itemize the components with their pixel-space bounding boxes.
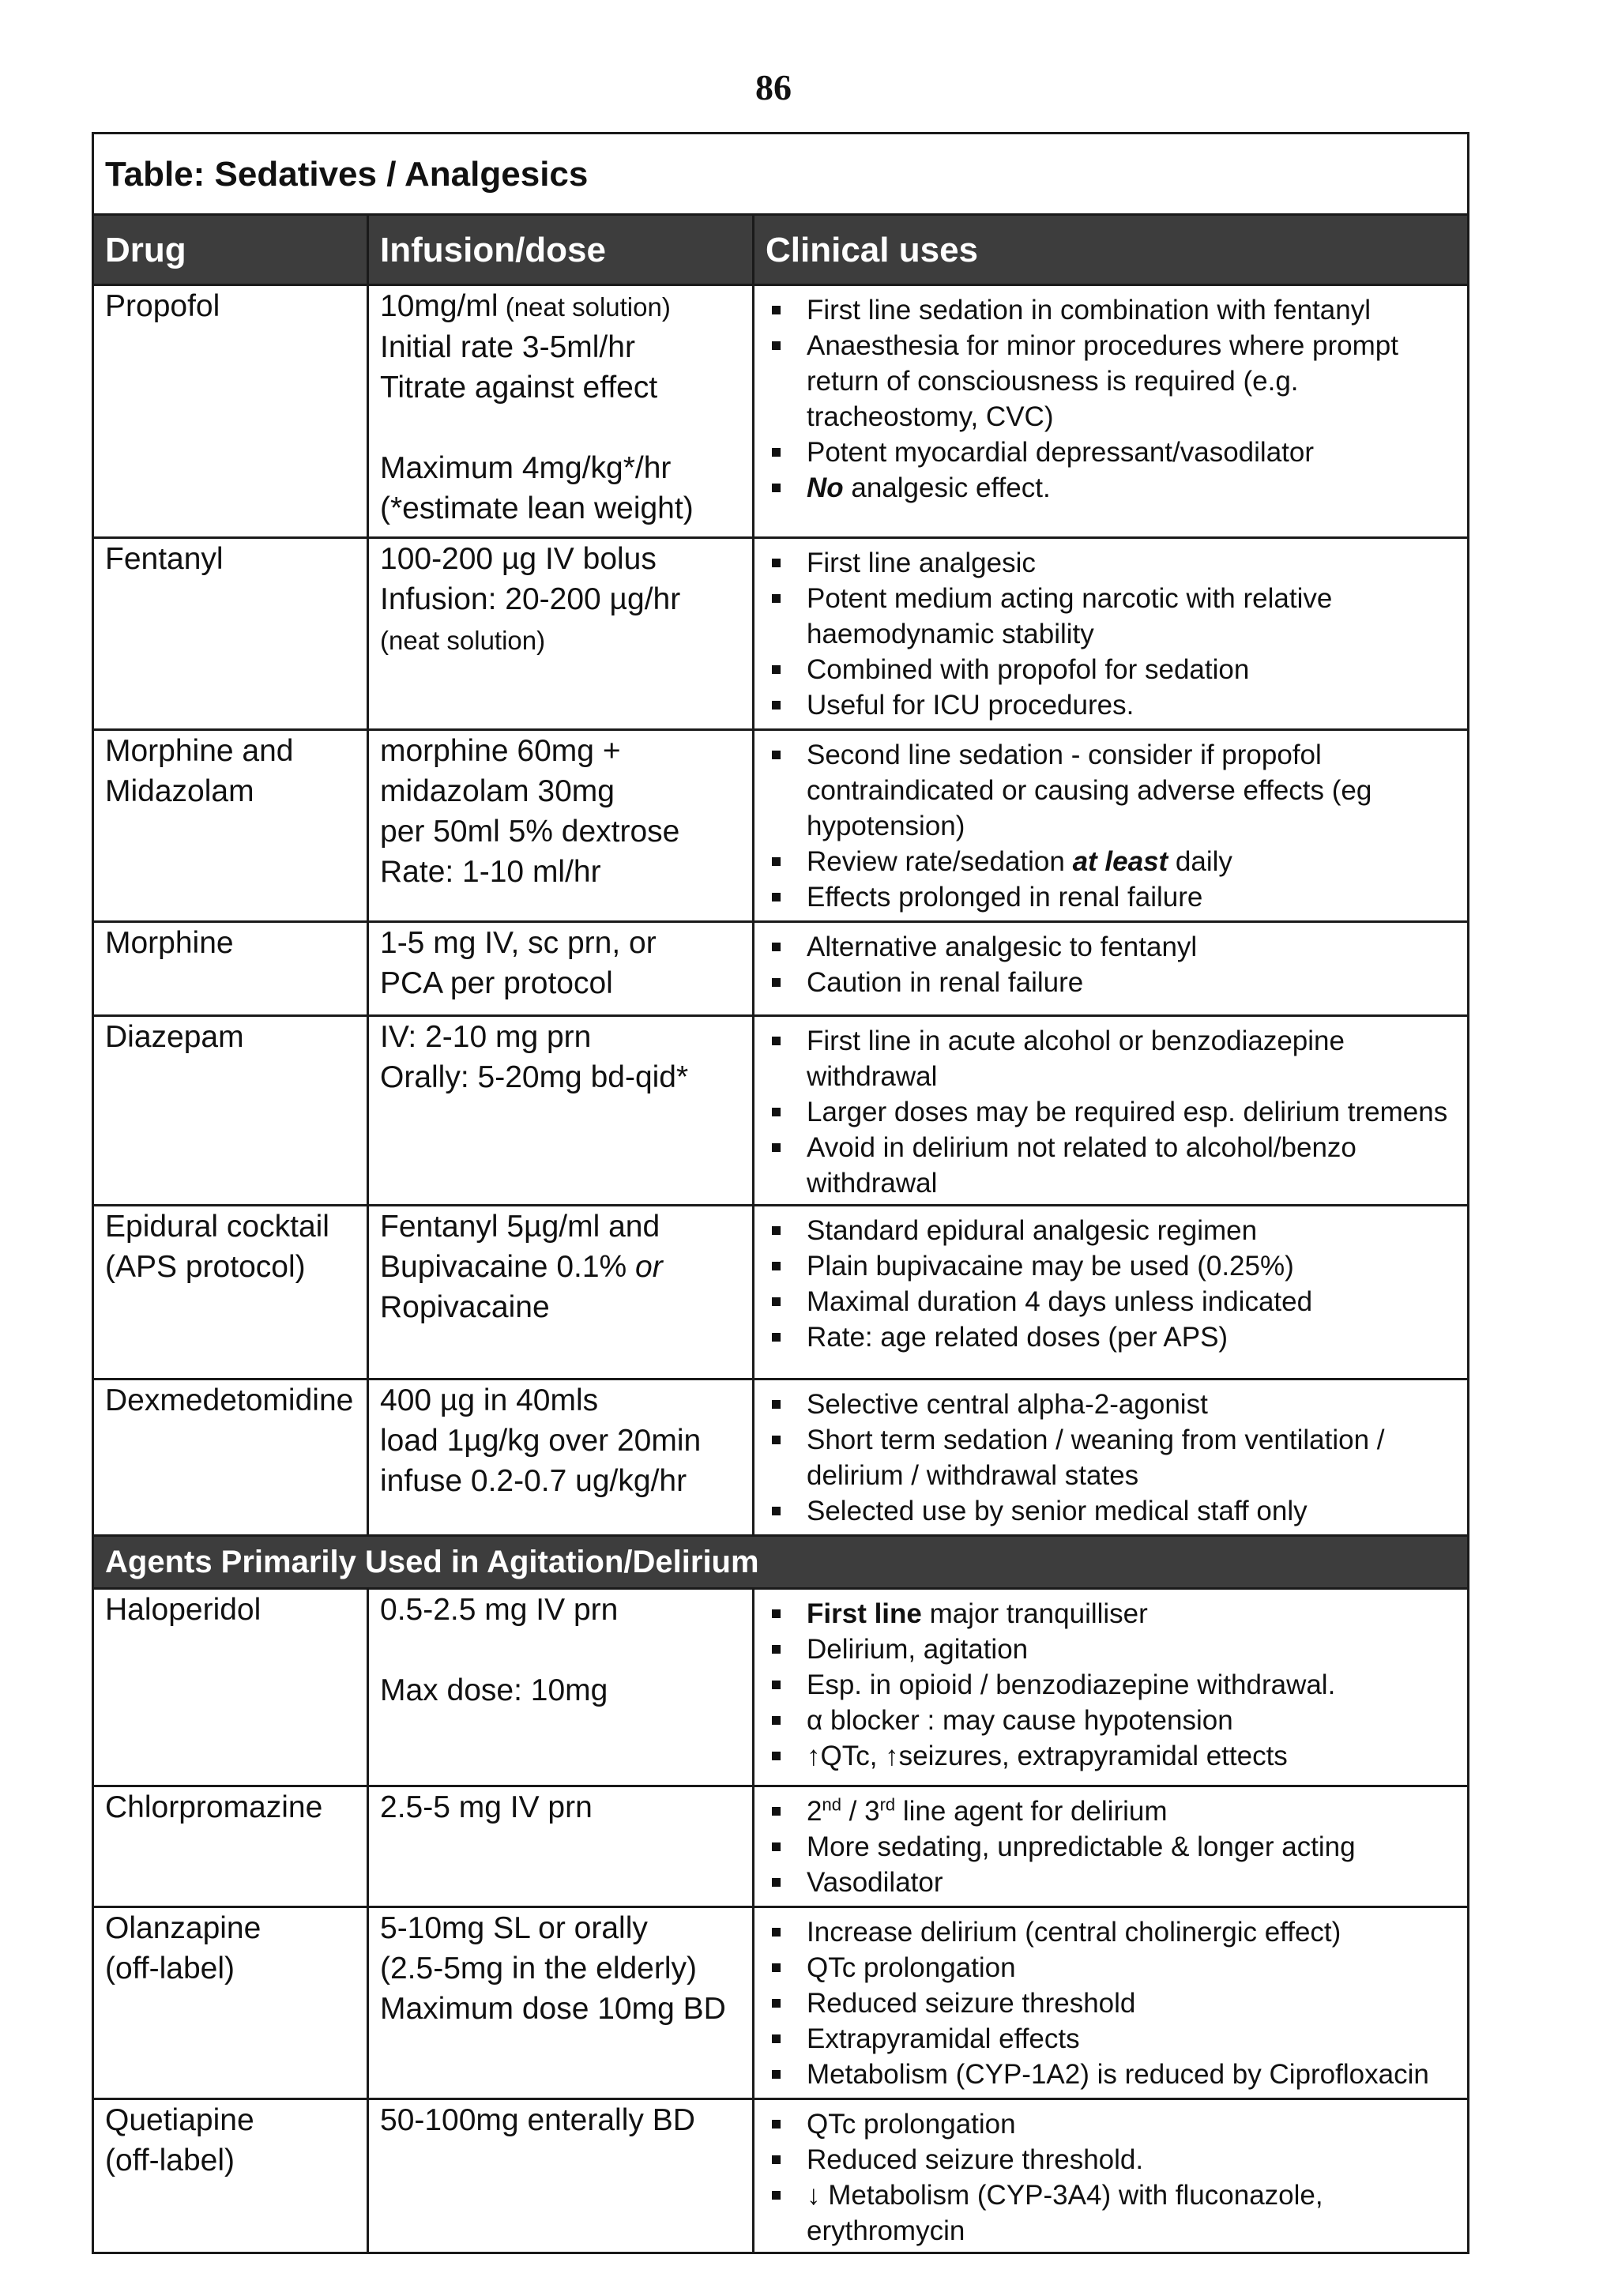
uses-list bbox=[766, 1206, 1456, 1358]
use-text-segment: line agent for delirium bbox=[895, 1796, 1168, 1827]
uses-list bbox=[766, 731, 1456, 918]
use-bullet-item bbox=[766, 1985, 1456, 2021]
uses-list bbox=[766, 923, 1456, 1003]
use-bullet-item bbox=[766, 435, 1456, 470]
dose-text: Maximum 4mg/kg*/hr bbox=[380, 451, 672, 485]
dose-line bbox=[380, 852, 741, 892]
use-bullet-item bbox=[766, 292, 1456, 328]
table-row bbox=[93, 538, 1469, 730]
use-bullet-item bbox=[766, 2106, 1456, 2142]
table-row bbox=[93, 1206, 1469, 1379]
uses-list bbox=[766, 286, 1456, 509]
header-drug: Drug bbox=[93, 215, 368, 285]
use-text: ↑QTc, ↑seizures, extrapyramidal ettects bbox=[807, 1741, 1288, 1771]
dose-line bbox=[380, 619, 741, 661]
use-text: First line analgesic bbox=[807, 548, 1036, 578]
dose-line bbox=[380, 963, 741, 1003]
use-bullet-item bbox=[766, 328, 1456, 435]
use-text-segment: 2 bbox=[807, 1796, 822, 1827]
use-text: Standard epidural analgesic regimen bbox=[807, 1215, 1258, 1246]
use-text: Metabolism (CYP-1A2) is reduced by Ciprofloxacin bbox=[807, 2059, 1429, 2090]
dose-cell bbox=[368, 1907, 754, 2099]
dose-text: Rate: 1-10 ml/hr bbox=[380, 855, 601, 889]
dose-italic: or bbox=[635, 1250, 663, 1284]
use-bullet-item bbox=[766, 1284, 1456, 1319]
dose-text: Fentanyl 5µg/ml and bbox=[380, 1210, 660, 1244]
use-bullet-item bbox=[766, 1865, 1456, 1900]
drug-name: Midazolam bbox=[105, 774, 254, 808]
table-row bbox=[93, 2099, 1469, 2253]
use-text: Potent myocardial depressant/vasodilator bbox=[807, 437, 1315, 468]
uses-cell bbox=[754, 1589, 1469, 1786]
dose-text: load 1µg/kg over 20min bbox=[380, 1424, 702, 1458]
drug-name: (APS protocol) bbox=[105, 1250, 306, 1284]
dose-line bbox=[380, 1461, 741, 1501]
table-row bbox=[93, 730, 1469, 922]
dose-line bbox=[380, 1206, 741, 1247]
dose-note: (neat solution) bbox=[380, 626, 546, 655]
use-text-segment: No bbox=[807, 472, 844, 503]
drug-name: Epidural cocktail bbox=[105, 1210, 329, 1244]
dose-text: Ropivacaine bbox=[380, 1290, 550, 1324]
dose-line bbox=[380, 1590, 741, 1630]
use-text: Reduced seizure threshold. bbox=[807, 2144, 1144, 2175]
drug-cell bbox=[93, 538, 368, 730]
table-caption-row bbox=[93, 134, 1469, 215]
table-row bbox=[93, 1016, 1469, 1206]
uses-cell bbox=[754, 1206, 1469, 1379]
use-text-segment: at least bbox=[1072, 846, 1168, 877]
table-row bbox=[93, 1379, 1469, 1536]
use-text: Avoid in delirium not related to alcohol/benzo withdrawal bbox=[807, 1132, 1356, 1199]
page-number: 86 bbox=[755, 67, 792, 107]
dose-text: IV: 2-10 mg prn bbox=[380, 1020, 592, 1054]
use-bullet-item bbox=[766, 879, 1456, 915]
use-text: Selected use by senior medical staff only bbox=[807, 1496, 1308, 1526]
uses-cell bbox=[754, 1786, 1469, 1907]
use-bullet-item bbox=[766, 1950, 1456, 1985]
use-text-segment: Review rate/sedation bbox=[807, 846, 1073, 877]
use-text-segment: nd bbox=[822, 1794, 841, 1815]
use-bullet-item bbox=[766, 470, 1456, 506]
use-text: First line in acute alcohol or benzodiazepine withdrawal bbox=[807, 1026, 1345, 1092]
dose-line bbox=[380, 1989, 741, 2029]
table-header-row bbox=[93, 215, 1469, 285]
use-bullet-item bbox=[766, 1319, 1456, 1355]
dose-cell bbox=[368, 1016, 754, 1206]
uses-list bbox=[766, 1017, 1456, 1204]
use-text: Short term sedation / weaning from ventilation / delirium / withdrawal states bbox=[807, 1425, 1385, 1491]
use-bullet-item bbox=[766, 1738, 1456, 1774]
uses-cell bbox=[754, 1379, 1469, 1536]
use-text: Vasodilator bbox=[807, 1867, 943, 1898]
table-row bbox=[93, 1786, 1469, 1907]
use-bullet-item bbox=[766, 737, 1456, 844]
drug-cell bbox=[93, 922, 368, 1016]
use-text-segment: major tranquilliser bbox=[921, 1598, 1148, 1629]
dose-line bbox=[380, 1017, 741, 1057]
drug-cell bbox=[93, 1379, 368, 1536]
use-text: Useful for ICU procedures. bbox=[807, 690, 1134, 721]
use-bullet-item bbox=[766, 1596, 1456, 1632]
use-text: Delirium, agitation bbox=[807, 1634, 1029, 1665]
use-text: ↓ Metabolism (CYP-3A4) with fluconazole, erythromycin bbox=[807, 2180, 1323, 2246]
uses-list bbox=[766, 2100, 1456, 2252]
dose-line bbox=[380, 367, 741, 408]
uses-list bbox=[766, 1380, 1456, 1532]
uses-cell bbox=[754, 922, 1469, 1016]
dose-line bbox=[380, 811, 741, 852]
drug-cell bbox=[93, 1907, 368, 2099]
use-text: Maximal duration 4 days unless indicated bbox=[807, 1286, 1313, 1317]
dose-cell bbox=[368, 922, 754, 1016]
dose-line bbox=[380, 2100, 741, 2140]
uses-list bbox=[766, 539, 1456, 726]
use-bullet-item bbox=[766, 1829, 1456, 1865]
use-text: Extrapyramidal effects bbox=[807, 2023, 1080, 2054]
dose-cell bbox=[368, 1589, 754, 1786]
table-row bbox=[93, 285, 1469, 538]
use-text-segment: daily bbox=[1168, 846, 1232, 877]
use-bullet-item bbox=[766, 652, 1456, 687]
use-bullet-item bbox=[766, 2057, 1456, 2092]
use-text-segment: analgesic effect. bbox=[843, 472, 1051, 503]
use-bullet-item bbox=[766, 929, 1456, 965]
dose-note: (neat solution) bbox=[498, 292, 671, 322]
use-text: Rate: age related doses (per APS) bbox=[807, 1322, 1229, 1353]
use-bullet-item bbox=[766, 2142, 1456, 2177]
dose-line bbox=[380, 1247, 741, 1287]
dose-line bbox=[380, 1908, 741, 1948]
dose-cell bbox=[368, 285, 754, 538]
dose-cell bbox=[368, 1206, 754, 1379]
dose-cell bbox=[368, 1786, 754, 1907]
uses-cell bbox=[754, 730, 1469, 922]
uses-cell bbox=[754, 1016, 1469, 1206]
use-bullet-item bbox=[766, 2177, 1456, 2249]
use-text: Effects prolonged in renal failure bbox=[807, 882, 1203, 913]
use-bullet-item bbox=[766, 1094, 1456, 1130]
dose-cell bbox=[368, 2099, 754, 2253]
section-header: Agents Primarily Used in Agitation/Delirium bbox=[93, 1536, 1469, 1589]
drug-cell bbox=[93, 730, 368, 922]
use-bullet-item bbox=[766, 965, 1456, 1000]
use-bullet-item bbox=[766, 1493, 1456, 1529]
dose-text: infuse 0.2-0.7 ug/kg/hr bbox=[380, 1464, 687, 1498]
drug-name: (off-label) bbox=[105, 2144, 235, 2177]
use-text: Selective central alpha-2-agonist bbox=[807, 1389, 1208, 1420]
dose-line bbox=[380, 1787, 741, 1827]
use-bullet-item bbox=[766, 581, 1456, 652]
use-text-segment: / 3 bbox=[841, 1796, 880, 1827]
uses-list bbox=[766, 1908, 1456, 2095]
use-text-segment: First line bbox=[807, 1598, 922, 1629]
use-bullet-item bbox=[766, 1130, 1456, 1201]
dose-line bbox=[380, 579, 741, 619]
dose-text: 1-5 mg IV, sc prn, or bbox=[380, 926, 657, 960]
dose-line bbox=[380, 1948, 741, 1989]
dose-line bbox=[380, 1670, 741, 1711]
table-row bbox=[93, 1589, 1469, 1786]
dose-line bbox=[380, 327, 741, 367]
dose-text: Infusion: 20-200 µg/hr bbox=[380, 582, 681, 616]
table-title: Table: Sedatives / Analgesics bbox=[93, 134, 1469, 215]
use-text: Potent medium acting narcotic with relative haemodynamic stability bbox=[807, 583, 1333, 649]
table-row bbox=[93, 1907, 1469, 2099]
use-bullet-item bbox=[766, 1023, 1456, 1094]
dose-text: 100-200 µg IV bolus bbox=[380, 542, 657, 576]
dose-text: 10mg/ml bbox=[380, 289, 499, 323]
drug-name: Haloperidol bbox=[105, 1593, 262, 1627]
drug-name: Diazepam bbox=[105, 1020, 244, 1054]
use-text-segment: rd bbox=[879, 1794, 896, 1815]
use-bullet-item bbox=[766, 1794, 1456, 1829]
use-bullet-item bbox=[766, 844, 1456, 879]
use-text: α blocker : may cause hypotension bbox=[807, 1705, 1233, 1736]
use-bullet-item bbox=[766, 1914, 1456, 1950]
use-text: Combined with propofol for sedation bbox=[807, 654, 1250, 685]
dose-text: (2.5-5mg in the elderly) bbox=[380, 1952, 698, 1985]
dose-text: Titrate against effect bbox=[380, 371, 658, 405]
use-text: Anaesthesia for minor procedures where prompt return of consciousness is required (e.g. tracheostomy, CVC) bbox=[807, 330, 1398, 432]
dose-text: PCA per protocol bbox=[380, 966, 613, 1000]
uses-cell bbox=[754, 2099, 1469, 2253]
drug-name: Morphine and bbox=[105, 734, 294, 768]
dose-line bbox=[380, 448, 741, 488]
dose-text: midazolam 30mg bbox=[380, 774, 615, 808]
drug-name: Chlorpromazine bbox=[105, 1790, 323, 1824]
use-bullet-item bbox=[766, 1632, 1456, 1667]
dose-cell bbox=[368, 1379, 754, 1536]
dose-line bbox=[380, 771, 741, 811]
dose-text: per 50ml 5% dextrose bbox=[380, 815, 680, 849]
uses-cell bbox=[754, 285, 1469, 538]
dose-text: Max dose: 10mg bbox=[380, 1673, 608, 1707]
use-text: Larger doses may be required esp. delirium tremens bbox=[807, 1097, 1448, 1127]
dose-line bbox=[380, 1380, 741, 1421]
uses-cell bbox=[754, 538, 1469, 730]
dose-text: 5-10mg SL or orally bbox=[380, 1911, 648, 1945]
dose-text: Initial rate 3-5ml/hr bbox=[380, 330, 635, 364]
drug-name: Fentanyl bbox=[105, 542, 224, 576]
dose-line bbox=[380, 923, 741, 963]
drug-cell bbox=[93, 1016, 368, 1206]
header-uses: Clinical uses bbox=[754, 215, 1469, 285]
dose-line bbox=[380, 1421, 741, 1461]
use-bullet-item bbox=[766, 1667, 1456, 1703]
use-bullet-item bbox=[766, 1248, 1456, 1284]
drug-name: Morphine bbox=[105, 926, 234, 960]
section-header-row bbox=[93, 1536, 1469, 1589]
use-text: QTc prolongation bbox=[807, 1952, 1016, 1983]
table-row bbox=[93, 922, 1469, 1016]
dose-cell bbox=[368, 538, 754, 730]
drug-name: Dexmedetomidine bbox=[105, 1383, 354, 1417]
dose-text: Orally: 5-20mg bd-qid* bbox=[380, 1060, 689, 1094]
dose-line bbox=[380, 539, 741, 579]
use-text: First line sedation in combination with fentanyl bbox=[807, 295, 1371, 326]
use-bullet-item bbox=[766, 545, 1456, 581]
use-bullet-item bbox=[766, 1387, 1456, 1422]
dose-text: 400 µg in 40mls bbox=[380, 1383, 599, 1417]
dose-text: (*estimate lean weight) bbox=[380, 491, 694, 525]
dose-line bbox=[380, 731, 741, 771]
dose-line bbox=[380, 286, 741, 327]
dose-line bbox=[380, 1057, 741, 1097]
use-text: Plain bupivacaine may be used (0.25%) bbox=[807, 1251, 1294, 1282]
dose-text: morphine 60mg + bbox=[380, 734, 621, 768]
dose-text: Maximum dose 10mg BD bbox=[380, 1992, 726, 2026]
dose-text: 50-100mg enterally BD bbox=[380, 2103, 695, 2137]
drug-cell bbox=[93, 2099, 368, 2253]
drug-name: (off-label) bbox=[105, 1952, 235, 1985]
header-dose: Infusion/dose bbox=[368, 215, 754, 285]
drug-cell bbox=[93, 1589, 368, 1786]
dose-cell bbox=[368, 730, 754, 922]
drug-name: Propofol bbox=[105, 289, 220, 323]
use-text: Esp. in opioid / benzodiazepine withdrawal. bbox=[807, 1669, 1336, 1700]
use-text: Alternative analgesic to fentanyl bbox=[807, 932, 1198, 962]
drug-name: Quetiapine bbox=[105, 2103, 254, 2137]
use-bullet-item bbox=[766, 1422, 1456, 1493]
uses-list bbox=[766, 1590, 1456, 1777]
use-bullet-item bbox=[766, 2021, 1456, 2057]
drug-cell bbox=[93, 1206, 368, 1379]
drug-name: Olanzapine bbox=[105, 1911, 262, 1945]
dose-text: 2.5-5 mg IV prn bbox=[380, 1790, 593, 1824]
drug-cell bbox=[93, 1786, 368, 1907]
use-text: Caution in renal failure bbox=[807, 967, 1084, 998]
use-bullet-item bbox=[766, 687, 1456, 723]
use-text: Increase delirium (central cholinergic effect) bbox=[807, 1917, 1341, 1948]
uses-list bbox=[766, 1787, 1456, 1903]
uses-cell bbox=[754, 1907, 1469, 2099]
use-text: Reduced seizure threshold bbox=[807, 1988, 1136, 2019]
use-bullet-item bbox=[766, 1213, 1456, 1248]
drug-cell bbox=[93, 285, 368, 538]
use-text: More sedating, unpredictable & longer acting bbox=[807, 1831, 1356, 1862]
dose-text: Bupivacaine 0.1% bbox=[380, 1250, 636, 1284]
dose-line bbox=[380, 1287, 741, 1327]
use-text: Second line sedation - consider if propofol contraindicated or causing adverse effects (eg hypotension) bbox=[807, 740, 1372, 841]
sedatives-analgesics-table bbox=[92, 132, 1469, 2254]
use-bullet-item bbox=[766, 1703, 1456, 1738]
use-text: QTc prolongation bbox=[807, 2109, 1016, 2140]
dose-text: 0.5-2.5 mg IV prn bbox=[380, 1593, 619, 1627]
dose-line bbox=[380, 488, 741, 529]
